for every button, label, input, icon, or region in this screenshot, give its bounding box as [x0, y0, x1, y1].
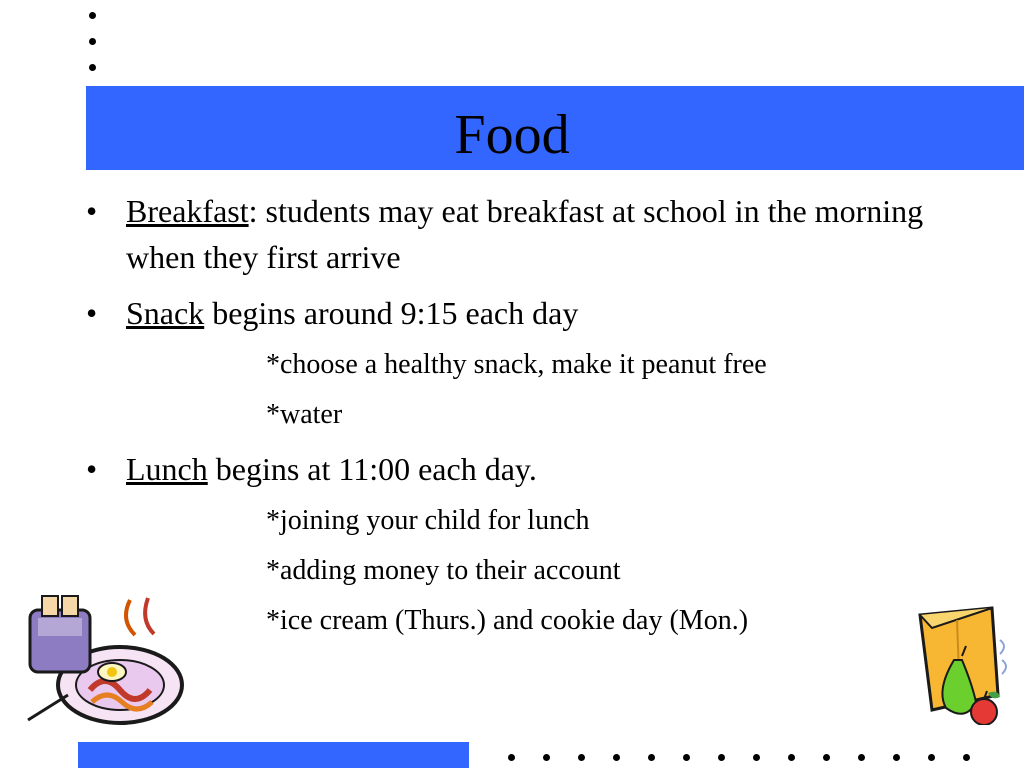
- bullet-mark: •: [86, 451, 98, 487]
- bullet-mark: •: [86, 193, 98, 229]
- slide-content: [86, 188, 986, 652]
- decor-dot: [543, 754, 550, 761]
- bullet-text: begins at 11:00 each day.: [207, 451, 537, 487]
- sub-item: *water: [266, 399, 343, 430]
- decor-dot: [89, 38, 96, 45]
- sub-item: *choose a healthy snack, make it peanut free: [266, 349, 767, 380]
- decor-dot: [928, 754, 935, 761]
- decor-dot: [858, 754, 865, 761]
- bullet-keyword: Breakfast: [126, 193, 249, 229]
- decor-dot: [613, 754, 620, 761]
- bullet-keyword: Lunch: [126, 451, 208, 487]
- decor-dot: [718, 754, 725, 761]
- decor-dot: [89, 12, 96, 19]
- decor-dot: [753, 754, 760, 761]
- bullet-text: begins around 9:15 each day: [204, 295, 579, 331]
- slide-title: Food: [454, 104, 570, 166]
- bullet-breakfast: [86, 188, 986, 280]
- lunch-bag-icon: [902, 600, 1012, 725]
- sub-item: *ice cream (Thurs.) and cookie day (Mon.): [266, 605, 749, 636]
- bullet-lunch: [86, 446, 986, 492]
- decor-dot: [89, 64, 96, 71]
- bullet-snack: [86, 290, 986, 336]
- bullet-mark: •: [86, 295, 98, 331]
- sub-item: *joining your child for lunch: [266, 505, 590, 536]
- breakfast-plate-icon: [20, 590, 190, 730]
- decor-dot: [648, 754, 655, 761]
- bullet-text: : students may eat breakfast at school in the morning when they first arrive: [126, 193, 924, 275]
- decor-dot: [963, 754, 970, 761]
- decor-dot: [683, 754, 690, 761]
- decor-dot: [893, 754, 900, 761]
- decor-dot: [578, 754, 585, 761]
- decor-dot: [788, 754, 795, 761]
- sub-item: *adding money to their account: [266, 555, 621, 586]
- decor-dot: [823, 754, 830, 761]
- bullet-keyword: Snack: [126, 295, 205, 331]
- decor-dot: [508, 754, 515, 761]
- bottom-accent-bar: [78, 742, 469, 768]
